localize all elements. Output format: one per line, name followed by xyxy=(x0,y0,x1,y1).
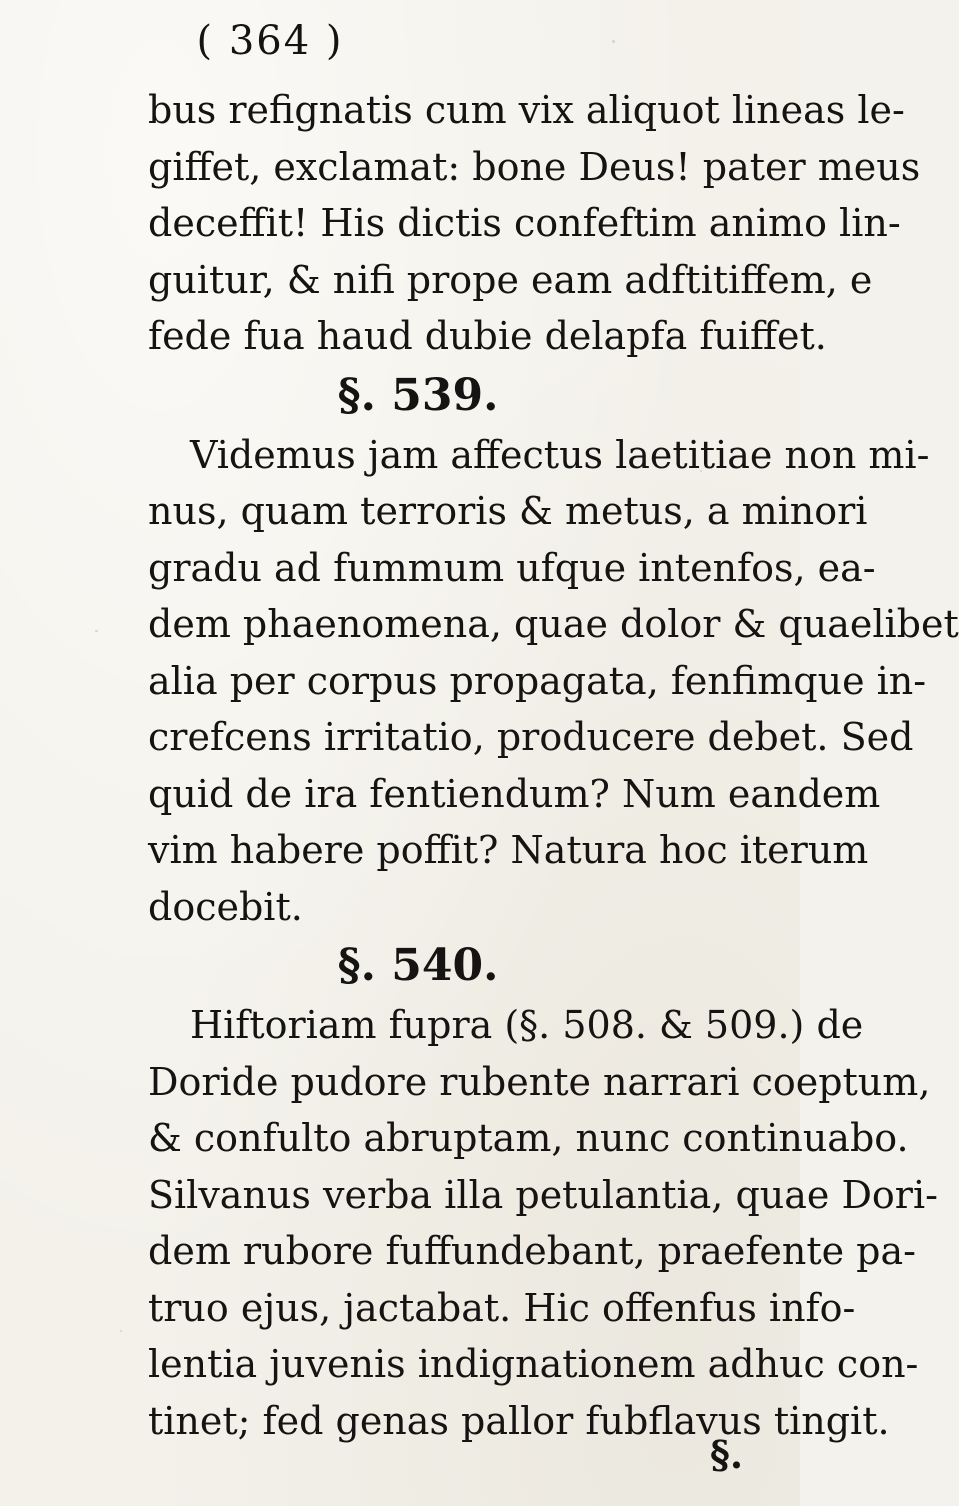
text-line: guitur, & nifi prope eam adftitiffem, e xyxy=(148,257,873,302)
paper-speck xyxy=(760,1080,762,1083)
text-line: deceffit! His dictis confeftim animo lin- xyxy=(148,201,901,245)
paper-speck xyxy=(612,40,615,43)
text-line: dem rubore fuffundebant, praefente pa- xyxy=(148,1229,916,1273)
text-line: Hiftoriam fupra (§. 508. & 509.) de xyxy=(190,1003,864,1047)
text-line: Videmus jam affectus laetitiae non mi- xyxy=(190,432,930,477)
text-line: & confulto abruptam, nunc continuabo. xyxy=(148,1116,909,1160)
text-line: gradu ad fummum ufque intenfos, ea- xyxy=(148,545,876,590)
text-line: crefcens irritatio, producere debet. Sed xyxy=(148,715,914,759)
page-number-header xyxy=(0,18,800,64)
text-line: quid de ira fentiendum? Num eandem xyxy=(148,771,881,816)
page-number: ( 364 ) xyxy=(196,18,344,64)
text-line: fede fua haud dubie delapfa fuiffet. xyxy=(148,314,827,358)
text-column xyxy=(148,82,959,1449)
paragraph-continuation xyxy=(148,82,921,365)
paper-speck xyxy=(700,470,702,472)
text-line: bus refignatis cum vix aliquot lineas le- xyxy=(148,88,905,132)
text-line: alia per corpus propagata, fenfimque in- xyxy=(148,658,927,703)
paragraph-540 xyxy=(148,997,938,1449)
text-line: Silvanus verba illa petulantia, quae Dori- xyxy=(148,1172,938,1217)
text-line: giffet, exclamat: bone Deus! pater meus xyxy=(148,144,921,189)
section-heading-540: §. 540. xyxy=(337,940,499,991)
text-line: vim habere poffit? Natura hoc iterum xyxy=(148,828,869,872)
catchword: §. xyxy=(710,1432,744,1477)
paper-speck xyxy=(120,1330,122,1332)
section-heading-539: §. 539. xyxy=(337,369,499,421)
text-line: lentia juvenis indignationem adhuc con- xyxy=(148,1342,919,1386)
text-line: Doride pudore rubente narrari coeptum, xyxy=(148,1059,931,1104)
text-line: truo ejus, jactabat. Hic offenfus info- xyxy=(148,1285,856,1330)
paragraph-539 xyxy=(148,427,959,936)
text-line: nus, quam terroris & metus, a minori xyxy=(148,489,868,533)
text-line: dem phaenomena, quae dolor & quaelibet xyxy=(148,602,959,646)
text-line: tinet; fed genas pallor fubflavus tingit. xyxy=(148,1398,890,1443)
text-line: docebit. xyxy=(148,884,303,929)
paper-speck xyxy=(95,630,98,632)
